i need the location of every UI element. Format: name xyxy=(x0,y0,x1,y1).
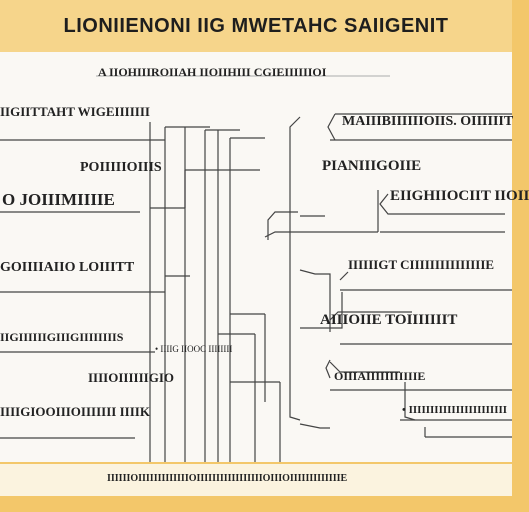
footer-band xyxy=(0,462,512,512)
left-node-1: IIGIITTAHT WIGEIIIIIII xyxy=(0,104,150,119)
footer-text: IIIIIIOIIIIIIIIIIIIIOIIIIIIIIIIIIIIIIIOIIIOIIIIIIIIIIIIIE xyxy=(107,473,348,484)
right-node-6: OIIIAIIIIIIIIIIIE xyxy=(334,369,426,383)
left-node-6: IIIIOIIIIIIGIO xyxy=(88,370,174,385)
title-band xyxy=(0,0,512,52)
center-note: • IIIIG IIOOC IIIIIIII xyxy=(155,344,233,354)
right-node-2: PIANIIIGOIIE xyxy=(322,158,422,174)
right-node-5: AIIIOIIE TOIIIIIIIT xyxy=(320,312,458,328)
right-node-3: EIIGHIIOCIIT IIOII xyxy=(390,188,529,204)
right-node-7: • IIIIIIIIIIIIIIIIIIIIIII xyxy=(402,404,508,416)
left-node-3: O JOIIIMIIIIE xyxy=(2,190,115,209)
left-node-5: IIGIIIIIIGIIIGIIIIIIIIS xyxy=(0,330,124,344)
diagram-panel xyxy=(0,52,529,462)
left-node-7: IIIIGIOOIIIOIIIIIII IIIIK xyxy=(0,404,150,419)
footer-strip xyxy=(0,464,512,496)
left-node-2: POIIIIIOIIIS xyxy=(80,160,162,175)
right-node-1: MAIIIBIIIIIIOIIS. OIIIIIIT xyxy=(342,114,514,129)
diagram-subtitle: A IIOHIIIROIIAH IIOIIHIII CGIEIIIIIIOI xyxy=(98,65,327,79)
diagram-title: LIONIIENONI IIG MWETAHC SAIIGENIT xyxy=(63,14,449,37)
left-node-4: GOIIIIAIIO LOIIITT xyxy=(0,260,135,275)
right-node-4: IIIIIIGT CIIIIIIIIIIIIIIIE xyxy=(348,257,495,272)
